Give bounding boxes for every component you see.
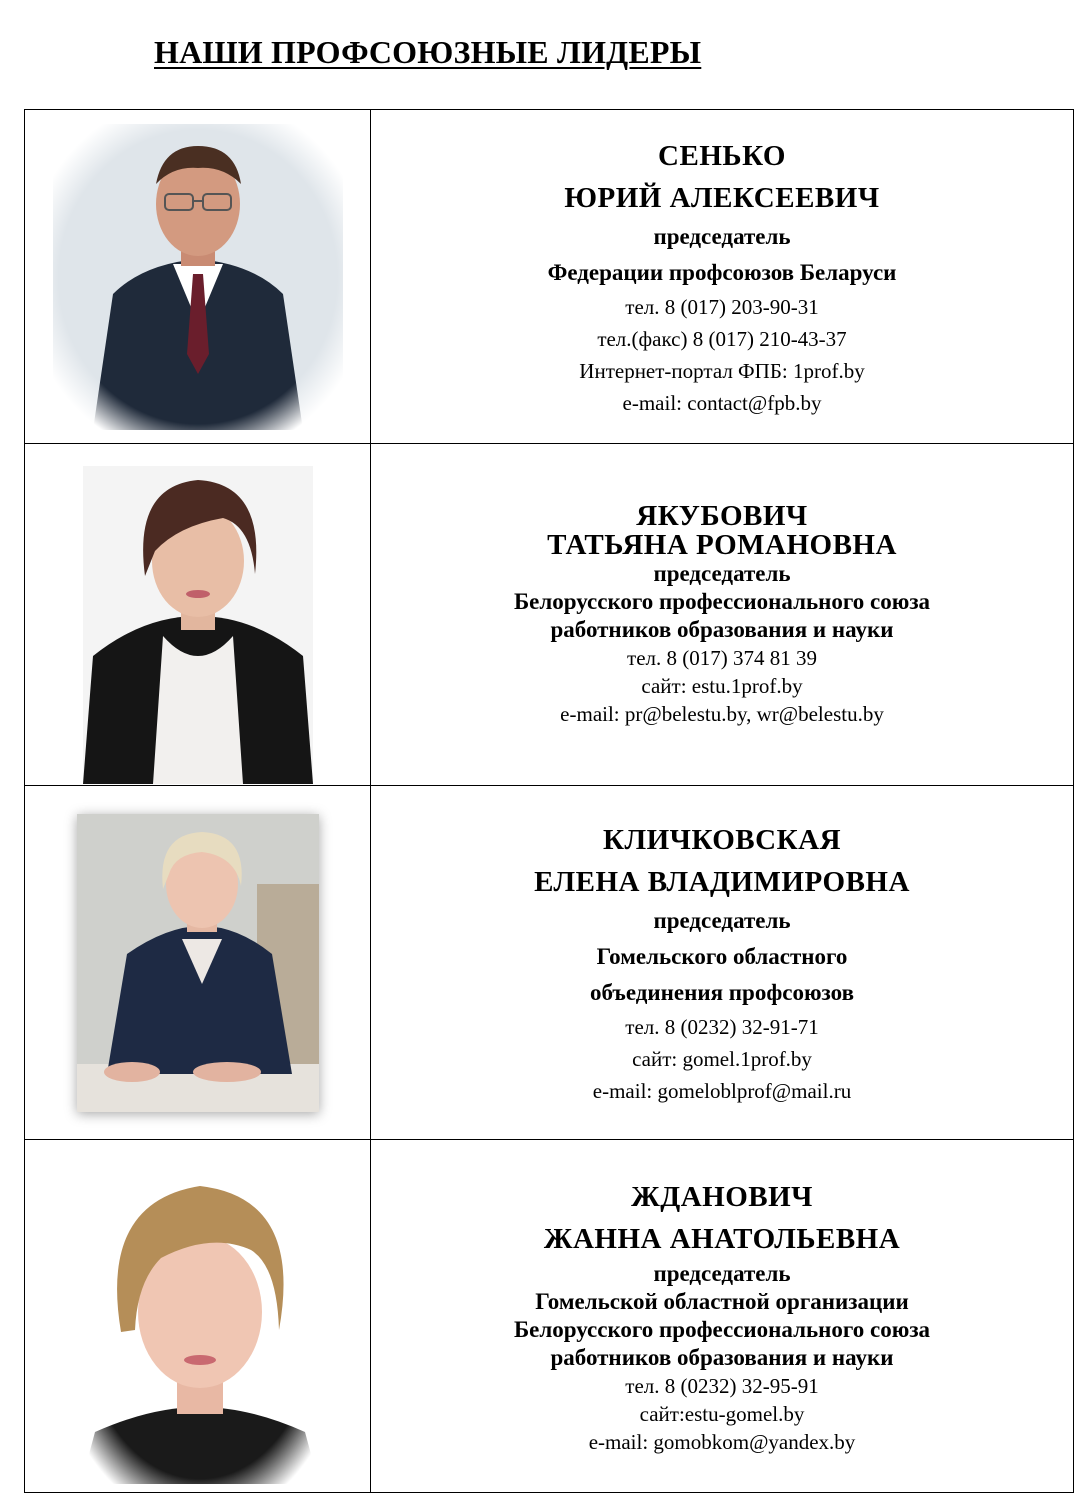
leader-given-names: ЮРИЙ АЛЕКСЕЕВИЧ xyxy=(564,181,880,214)
leader-organization: работников образования и науки xyxy=(550,1345,894,1370)
leader-row xyxy=(25,1140,1074,1493)
leader-organization: работников образования и науки xyxy=(550,616,894,642)
leader-info xyxy=(371,110,1074,444)
leader-surname: ЯКУБОВИЧ xyxy=(636,499,808,532)
leader-row xyxy=(25,444,1074,786)
leader-email[interactable]: e-mail: gomeloblprof@mail.ru xyxy=(592,1078,852,1103)
leader-row xyxy=(25,110,1074,444)
leader-organization: объединения профсоюзов xyxy=(590,979,854,1005)
leader-photo xyxy=(77,814,319,1112)
leader-website[interactable]: сайт: gomel.1prof.by xyxy=(632,1046,812,1071)
leader-surname: ЖДАНОВИЧ xyxy=(631,1181,813,1213)
leader-phone: тел. 8 (0232) 32-91-71 xyxy=(625,1014,819,1039)
leader-email[interactable]: e-mail: contact@fpb.by xyxy=(622,390,822,415)
leader-position: председатель xyxy=(653,223,791,249)
leader-given-names: ТАТЬЯНА РОМАНОВНА xyxy=(547,528,897,561)
photo-cell xyxy=(25,786,371,1140)
photo-cell xyxy=(25,1140,371,1493)
leader-photo xyxy=(81,1162,319,1484)
leaders-table xyxy=(24,109,1074,1493)
leader-phone: тел. 8 (017) 374 81 39 xyxy=(627,645,817,670)
photo-cell xyxy=(25,444,371,786)
leader-organization: Белорусского профессионального союза xyxy=(513,1317,931,1342)
leader-info xyxy=(371,1140,1074,1493)
leader-email[interactable]: e-mail: pr@belestu.by, wr@belestu.by xyxy=(560,701,884,726)
photo-cell xyxy=(25,110,371,444)
leader-organization: Гомельского областного xyxy=(596,943,848,969)
leader-fax: тел.(факс) 8 (017) 210-43-37 xyxy=(597,326,847,351)
leader-info xyxy=(371,786,1074,1140)
leader-organization: Белорусского профессионального союза xyxy=(513,588,931,614)
leader-organization: Федерации профсоюзов Беларуси xyxy=(547,259,897,285)
leader-phone: тел. 8 (017) 203-90-31 xyxy=(625,294,819,319)
leader-given-names: ЖАННА АНАТОЛЬЕВНА xyxy=(543,1223,901,1255)
leader-website[interactable]: сайт: estu.1prof.by xyxy=(641,673,803,698)
leader-photo xyxy=(83,466,313,784)
leader-photo xyxy=(53,124,343,430)
leader-surname: КЛИЧКОВСКАЯ xyxy=(602,823,842,856)
leader-email[interactable]: e-mail: gomobkom@yandex.by xyxy=(588,1430,856,1454)
leader-row xyxy=(25,786,1074,1140)
leader-surname: СЕНЬКО xyxy=(658,139,786,172)
leader-info xyxy=(371,444,1074,786)
leader-position: председатель xyxy=(653,907,791,933)
leader-phone: тел. 8 (0232) 32-95-91 xyxy=(625,1374,819,1398)
leader-position: председатель xyxy=(653,1261,791,1286)
leader-given-names: ЕЛЕНА ВЛАДИМИРОВНА xyxy=(534,865,910,898)
leader-website[interactable]: Интернет-портал ФПБ: 1prof.by xyxy=(579,358,865,383)
leader-organization: Гомельской областной организации xyxy=(535,1289,909,1314)
leader-website[interactable]: сайт:estu-gomel.by xyxy=(639,1402,805,1426)
page-title: НАШИ ПРОФСОЮЗНЫЕ ЛИДЕРЫ xyxy=(154,34,702,70)
leader-position: председатель xyxy=(653,560,791,586)
